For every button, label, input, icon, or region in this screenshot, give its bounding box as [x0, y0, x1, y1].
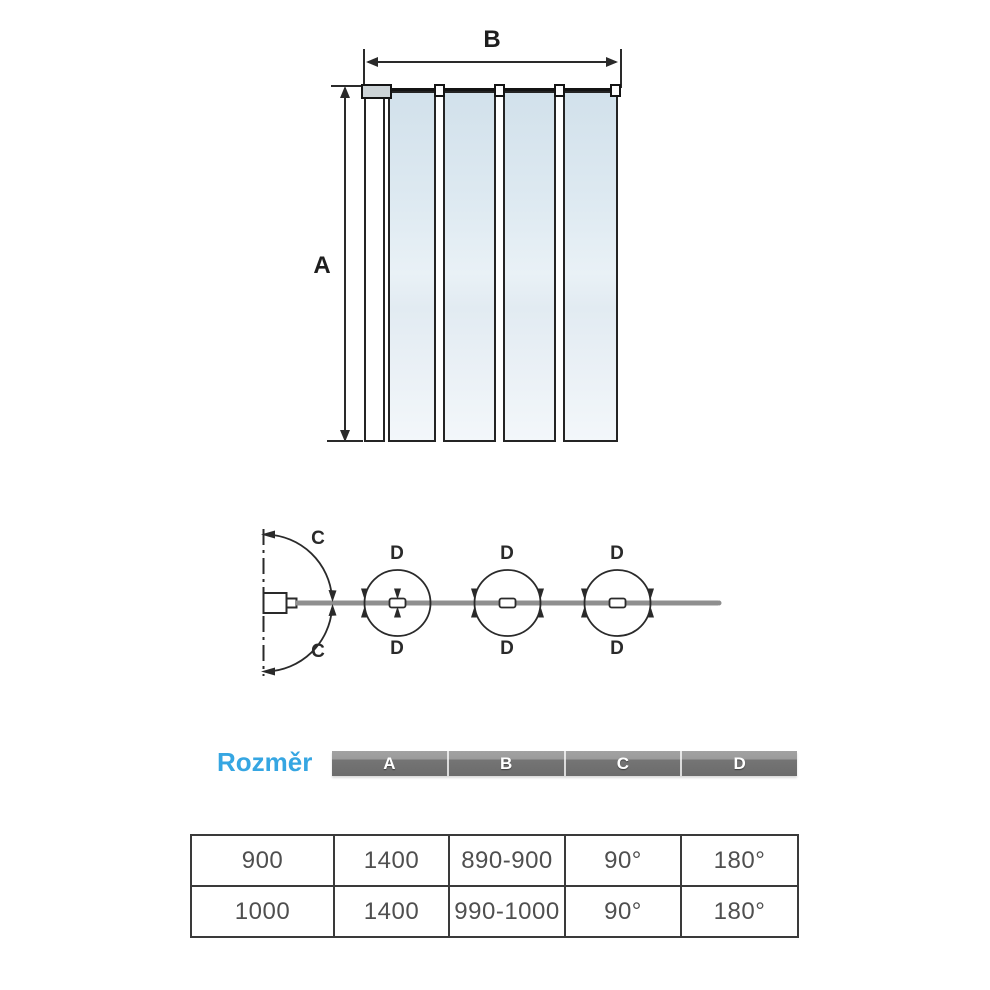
table-cell-size-1: 900: [192, 836, 333, 885]
table-header-bar: [332, 751, 797, 776]
dimension-a-line: [344, 88, 346, 440]
table-cell-d-1: 180°: [682, 836, 797, 885]
dimension-b-ext-left: [363, 49, 365, 86]
wall-bracket: [264, 593, 297, 613]
angle-d3-label-top: D: [610, 543, 624, 564]
table-caption: Rozměr: [217, 747, 313, 777]
glass-panel-4: [563, 91, 618, 442]
table-cell-a-2: 1400: [335, 887, 448, 936]
dimension-b-ext-right: [620, 49, 622, 88]
wall-mount-cap: [361, 84, 392, 99]
angle-d2-label-bottom: D: [500, 638, 514, 659]
glass-panel-3: [503, 91, 556, 442]
wall-swing-arc-bottom: [261, 604, 337, 676]
table-cell-d-2: 180°: [682, 887, 797, 936]
angle-d3-label-bottom: D: [610, 638, 624, 659]
table-cell-b-2: 990-1000: [450, 887, 564, 936]
wall-profile: [364, 91, 385, 442]
table-cell-c-1: 90°: [566, 836, 680, 885]
column-header-b: B: [447, 751, 564, 776]
table-cell-size-2: 1000: [192, 887, 333, 936]
table-cell-c-2: 90°: [566, 887, 680, 936]
dimension-a-label: A: [313, 252, 331, 279]
arrowhead-left-icon: [366, 57, 378, 67]
hinge-cap-1: [434, 84, 445, 97]
column-header-a: A: [383, 753, 396, 773]
table-cell-b-1: 890-900: [450, 836, 564, 885]
glass-panel-1: [388, 91, 436, 442]
glass-panel-2: [443, 91, 496, 442]
angle-d2-label-top: D: [500, 543, 514, 564]
column-header-c: C: [564, 751, 681, 776]
angle-c-label-top: C: [311, 528, 325, 549]
table-cell-a-1: 1400: [335, 836, 448, 885]
arrowhead-up-icon: [340, 86, 350, 98]
dimension-a-tick-top: [331, 85, 361, 87]
dimension-b-label: B: [483, 26, 501, 53]
angle-c-label-bottom: C: [311, 641, 325, 662]
arrowhead-right-icon: [606, 57, 618, 67]
dimension-b-line: [368, 61, 616, 63]
column-header-d: D: [680, 751, 797, 776]
hinge-cap-2: [494, 84, 505, 97]
dimension-a-tick-bottom: [327, 440, 363, 442]
hinge-cap-3: [554, 84, 565, 97]
angle-d1-label-bottom: D: [390, 638, 404, 659]
hinge-cap-end: [610, 84, 621, 97]
size-table: [190, 834, 799, 938]
angle-d1-label-top: D: [390, 543, 404, 564]
